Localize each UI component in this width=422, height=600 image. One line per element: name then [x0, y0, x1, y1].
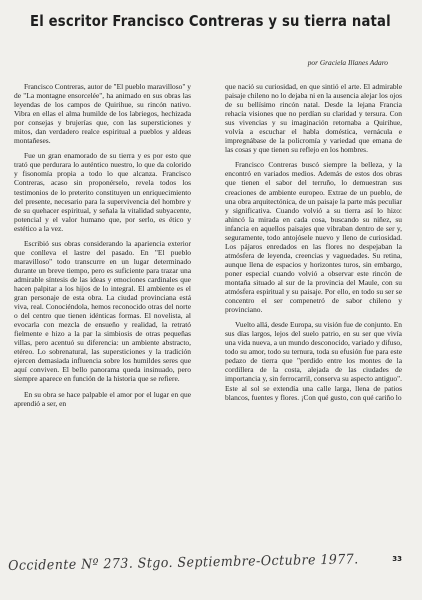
paragraph: Francisco Contreras, autor de "El pueblo maravilloso" y de "La montagne ensorcelée", ha animado en sus obras las leyendas de los campos de Quirihue, su rincón nativo. Vibra en ellas el alma humilde de los labriegos, hechizada por consejas y brujerías que, con las supersticiones y mitos, dan verdadero realce espiritual a pueblos y aldeas montañeses.	[14, 82, 191, 146]
left-column	[14, 82, 191, 414]
paragraph: Vuelto allá, desde Europa, su visión fue de conjunto. En sus días largos, lejos del suelo patrio, en su ser que vivía una vida nueva, a un mundo desconocido, variado y difuso, todo su amor, todo su ternura, toda su efusión fue para este pedazo de tierra que "perdido entre los montes de la cordillera de la costa, alejada de las ciudades de importancia y, sin ferrocarril, conserva su aspecto antiguo". Este al sol se extendía una calle larga, llena de patios blancos, fuentes y flores. ¡Con qué gusto, con qué cariño lo	[225, 320, 402, 402]
paragraph: En su obra se hace palpable el amor por el lugar en que aprendió a ser, en	[14, 389, 191, 408]
paragraph: que nació su curiosidad, en que sintió el arte. El admirable paisaje chileno no lo dejaba ni en la ausencia alejar los ojos de su bellísimo rincón natal. Desde la lejana Francia rehacía visiones que no perdían su claridad y tersura. Con sus vivencias y su imaginación retornaba a Quirihue, volvía a escuchar el habla doméstica, vernácula e impregnábase de la policromía y variedad que emana de las cosas y que tienen su reflejo en los hombres.	[225, 82, 402, 155]
article-byline: por Graciela Illanes Adaro	[307, 58, 388, 67]
page-number: 33	[392, 555, 402, 563]
article-title: El escritor Francisco Contreras y su tierra natal	[30, 12, 391, 30]
paragraph: Escribió sus obras considerando la apariencia exterior que conlleva el lastre del pasado. En "El pueblo maravilloso" todo transcurre en un lugar determinado durante un breve tiempo, pero es suficiente para trazar una admirable síntesis de las ideas y emociones cardinales que hacen palpitar a los hijos de lo integral. El ambiente es el gran personaje de esta obra. La ciudad provinciana está viva, real. Conociéndola, hemos reconocido otras del norte o del centro que tienen idénticas formas. El novelista, al evocarla con mezcla de ensueño y realidad, la retrató fielmente e hizo a la par la simbiosis de otras pequeñas villas, pero acentuó su diferencia: un ambiente abstracto, etéreo. Lo sobrenatural, las supersticiones y la tradición ejercen demasiada influencia sobre los humildes seres que aquí conviven. El bello panorama queda insinuado, pero siempre aparece en función de la historia que se refiere.	[14, 238, 191, 384]
handwritten-source-note: Occidente Nº 273. Stgo. Septiembre-Octubre 1977.	[8, 551, 359, 574]
paragraph: Fue un gran enamorado de su tierra y es por esto que trató que perdurara lo auténtico nuestro, lo que da colorido y fisonomía propia a todo lo que alcanza. Francisco Contreras, acaso sin proponérselo, revela todos los testimonios de lo preterito constituyen un enriquecimiento del presente, necesario para la supervivencia del hombre y de su quehacer espiritual, y señala la vitalidad subyacente, potencial y el valor humano que, por serlo, es ético y estético a la vez.	[14, 151, 191, 233]
paragraph: Francisco Contreras buscó siempre la belleza, y la encontró en variados medios. Además de estos dos obras que tienen el sabor del terruño, lo demuestran sus creaciones de ambiente europeo. Extrae de un pueblo, de una obra arquitectónica, de un paisaje la parte más peculiar y significativa. Cuando volvió a su tierra así lo hizo: ahincó la mirada en cada cosa, buscando su niñez, su infancia en aquellos paisajes que vibraban dentro de ser y, seguramente, todo antojósele nuevo y lleno de curiosidad. Los pájaros enredados en las flores no despejaban la atmósfera de leyenda, creencias y vaguedades. Su retina, aunque llena de espacios y horizontes turos, sin embargo, poner especial cuando volvió a observar este rincón de montaña situado al sur de la provincia del Maule, con su atmósfera espiritual y su paisaje. Por ello, en todo su ser se concentro el ser compenetró de sabor chileno y provinciano.	[225, 160, 402, 315]
right-column	[225, 82, 402, 408]
